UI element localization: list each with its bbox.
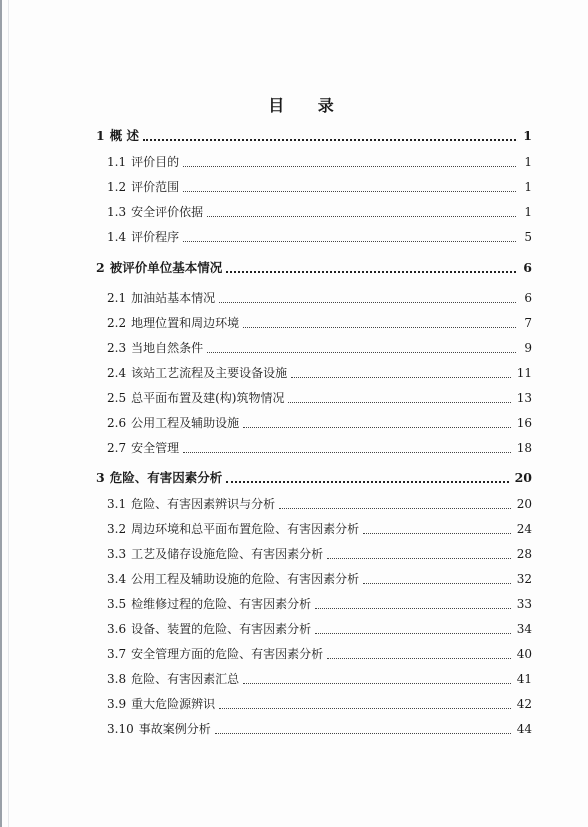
toc-entry-label: 评价范围 — [131, 180, 180, 194]
dot-leader — [183, 452, 511, 453]
dot-leader — [226, 271, 516, 273]
dot-leader — [288, 402, 510, 403]
toc-entry-number: 3.10 — [107, 722, 134, 736]
toc-page-number: 40 — [516, 647, 532, 661]
toc-section-entry[interactable] — [96, 592, 532, 612]
toc-chapter-entry[interactable] — [96, 256, 532, 276]
toc-entry-label: 地理位置和周边环境 — [131, 316, 240, 330]
toc-page-number: 1 — [523, 128, 532, 143]
toc-page-number: 6 — [523, 260, 532, 275]
toc-page-number: 11 — [516, 366, 532, 380]
toc-entry-label: 安全评价依据 — [131, 205, 204, 219]
toc-entry-number: 2.6 — [107, 416, 127, 430]
toc-entry-number: 3.3 — [107, 547, 127, 561]
toc-entry-label: 安全管理方面的危险、有害因素分析 — [131, 647, 324, 661]
toc-entry-number: 2 — [96, 260, 105, 275]
toc-page-number: 13 — [516, 391, 532, 405]
toc-page-number: 9 — [524, 341, 532, 355]
toc-entry-label: 评价程序 — [131, 230, 180, 244]
toc-entry-number: 2.1 — [107, 291, 127, 305]
toc-entry-label: 加油站基本情况 — [131, 291, 216, 305]
dot-leader — [327, 558, 511, 559]
toc-page-number: 1 — [524, 180, 532, 194]
dot-leader — [291, 377, 511, 378]
toc-section-entry[interactable] — [96, 692, 532, 712]
toc-entry-number: 2.5 — [107, 391, 127, 405]
toc-page-number: 24 — [516, 522, 532, 536]
toc-page-number: 6 — [524, 291, 532, 305]
toc-entry-label: 被评价单位基本情况 — [109, 260, 223, 275]
toc-entry-label: 重大危险源辨识 — [131, 697, 216, 711]
toc-page-number: 5 — [524, 230, 532, 244]
toc-page-number: 33 — [516, 597, 532, 611]
toc-chapter-entry[interactable] — [96, 124, 532, 144]
dot-leader — [226, 481, 508, 483]
toc-entry-number: 3.5 — [107, 597, 127, 611]
toc-section-entry[interactable] — [96, 411, 532, 431]
toc-page-number: 7 — [524, 316, 532, 330]
toc-section-entry[interactable] — [96, 150, 532, 170]
toc-entry-number: 2.4 — [107, 366, 127, 380]
toc-entry-number: 3.7 — [107, 647, 127, 661]
dot-leader — [315, 608, 511, 609]
toc-entry-number: 3 — [96, 470, 105, 485]
toc-entry-number: 1.3 — [107, 205, 127, 219]
toc-section-entry[interactable] — [96, 617, 532, 637]
toc-page-number: 42 — [516, 697, 532, 711]
toc-section-entry[interactable] — [96, 517, 532, 537]
toc-entry-label: 检维修过程的危险、有害因素分析 — [131, 597, 312, 611]
dot-leader — [243, 327, 516, 328]
dot-leader — [363, 533, 511, 534]
toc-entry-label: 评价目的 — [131, 155, 180, 169]
toc-section-entry[interactable] — [96, 175, 532, 195]
toc-entry-number: 1.1 — [107, 155, 127, 169]
toc-entry-number: 1.4 — [107, 230, 127, 244]
dot-leader — [207, 352, 516, 353]
dot-leader — [219, 302, 516, 303]
toc-entry-label: 周边环境和总平面布置危险、有害因素分析 — [131, 522, 360, 536]
toc-entry-number: 3.2 — [107, 522, 127, 536]
toc-entry-number: 3.6 — [107, 622, 127, 636]
dot-leader — [243, 427, 511, 428]
toc-section-entry[interactable] — [96, 225, 532, 245]
toc-entry-label: 危险、有害因素汇总 — [131, 672, 240, 686]
toc-entry-label: 该站工艺流程及主要设备设施 — [131, 366, 288, 380]
toc-entry-label: 安全管理 — [131, 441, 180, 455]
toc-entry-number: 3.9 — [107, 697, 127, 711]
toc-page-number: 20 — [516, 497, 532, 511]
dot-leader — [219, 708, 511, 709]
toc-entry-label: 危险、有害因素辨识与分析 — [131, 497, 276, 511]
dot-leader — [327, 658, 511, 659]
toc-entry-label: 公用工程及辅助设施的危险、有害因素分析 — [131, 572, 360, 586]
toc-section-entry[interactable] — [96, 200, 532, 220]
toc-page-number: 32 — [516, 572, 532, 586]
toc-entry-label: 公用工程及辅助设施 — [131, 416, 240, 430]
toc-section-entry[interactable] — [96, 386, 532, 406]
dot-leader — [315, 633, 511, 634]
dot-leader — [215, 733, 511, 734]
toc-entry-number: 2.7 — [107, 441, 127, 455]
dot-leader — [243, 683, 511, 684]
dot-leader — [183, 166, 516, 167]
page-edge — [0, 0, 2, 827]
toc-page-number: 44 — [516, 722, 532, 736]
toc-section-entry[interactable] — [96, 436, 532, 456]
toc-entry-label: 概 述 — [109, 128, 140, 143]
toc-entry-number: 2.3 — [107, 341, 127, 355]
page-edge-shadow — [8, 0, 9, 827]
toc-entry-label: 事故案例分析 — [138, 722, 211, 736]
toc-page-number: 28 — [516, 547, 532, 561]
toc-page-number: 20 — [514, 470, 532, 485]
toc-entry-label: 工艺及储存设施危险、有害因素分析 — [131, 547, 324, 561]
toc-section-entry[interactable] — [96, 492, 532, 512]
dot-leader — [279, 508, 511, 509]
toc-section-entry[interactable] — [96, 361, 532, 381]
toc-section-entry[interactable] — [96, 311, 532, 331]
toc-section-entry[interactable] — [96, 567, 532, 587]
toc-entry-label: 设备、装置的危险、有害因素分析 — [131, 622, 312, 636]
toc-entry-number: 2.2 — [107, 316, 127, 330]
toc-entry-number: 3.8 — [107, 672, 127, 686]
dot-leader — [183, 191, 516, 192]
toc-entry-number: 1 — [96, 128, 105, 143]
toc-entry-number: 1.2 — [107, 180, 127, 194]
toc-page-number: 1 — [524, 205, 532, 219]
dot-leader — [143, 139, 516, 141]
toc-page-number: 1 — [524, 155, 532, 169]
toc-chapter-entry[interactable] — [96, 466, 532, 486]
toc-page-number: 41 — [516, 672, 532, 686]
dot-leader — [183, 241, 516, 242]
toc-entry-label: 危险、有害因素分析 — [109, 470, 223, 485]
toc-entry-number: 3.1 — [107, 497, 127, 511]
toc-entry-label: 当地自然条件 — [131, 341, 204, 355]
dot-leader — [207, 216, 516, 217]
dot-leader — [363, 583, 511, 584]
toc-section-entry[interactable] — [96, 336, 532, 356]
toc-entry-label: 总平面布置及建(构)筑物情况 — [131, 391, 285, 405]
toc-page-number: 18 — [516, 441, 532, 455]
page-title: 目 录 — [268, 96, 348, 115]
toc-section-entry[interactable] — [96, 667, 532, 687]
toc-section-entry[interactable] — [96, 542, 532, 562]
toc-section-entry[interactable] — [96, 717, 532, 737]
toc-section-entry[interactable] — [96, 286, 532, 306]
toc-entry-number: 3.4 — [107, 572, 127, 586]
toc-page-number: 34 — [516, 622, 532, 636]
toc-section-entry[interactable] — [96, 642, 532, 662]
toc-page-number: 16 — [516, 416, 532, 430]
